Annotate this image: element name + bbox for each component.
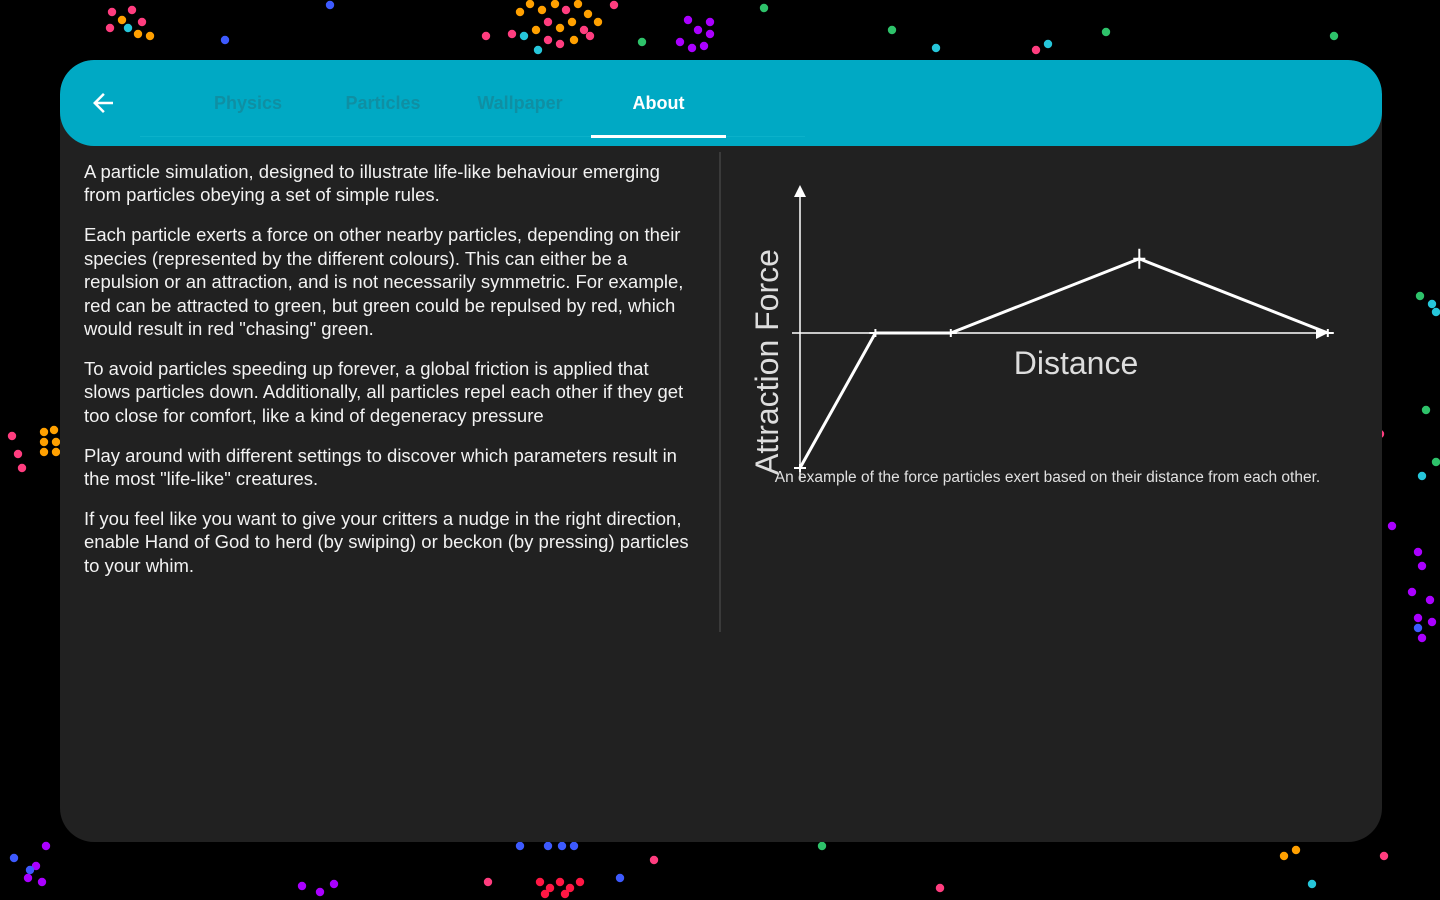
about-paragraph: A particle simulation, designed to illustrate life-like behaviour emerging from particles obeying a set of simple rules. (84, 161, 660, 206)
particle-dot (694, 26, 702, 34)
particle-dot (638, 38, 646, 46)
particle-dot (134, 30, 142, 38)
particle-dot (584, 10, 592, 18)
particle-dot (124, 24, 132, 32)
particle-dot (146, 32, 154, 40)
particle-dot (1292, 846, 1300, 854)
about-paragraph: If you feel like you want to give your critters a nudge in the right direction, enable Hand of God to herd (by swiping) or beckon (by pressing) particles to your whim. (84, 507, 689, 576)
particle-dot (576, 878, 584, 886)
particle-dot (650, 856, 658, 864)
particle-dot (38, 878, 46, 886)
particle-dot (1422, 406, 1430, 414)
particle-dot (221, 36, 229, 44)
particle-dot (14, 450, 22, 458)
particle-dot (128, 6, 136, 14)
particle-dot (482, 32, 490, 40)
diagram-caption: An example of the force particles exert based on their distance from each other. (774, 469, 1321, 486)
particle-dot (1432, 458, 1440, 466)
tab-physics[interactable]: Physics (213, 92, 283, 113)
particle-dot (936, 884, 944, 892)
about-paragraph: Play around with different settings to discover which parameters result in the most "life-like" creatures. (84, 444, 677, 489)
particle-dot (556, 878, 564, 886)
particle-dot (688, 44, 696, 52)
settings-panel (60, 60, 1382, 842)
particle-dot (508, 30, 516, 38)
tab-wallpaper[interactable]: Wallpaper (477, 92, 563, 113)
particle-dot (568, 18, 576, 26)
particle-dot (1416, 292, 1424, 300)
particle-dot (888, 26, 896, 34)
particle-dot (684, 16, 692, 24)
particle-dot (544, 36, 552, 44)
force-curve-point (869, 329, 881, 337)
particle-dot (551, 0, 559, 8)
particle-dot (526, 0, 534, 8)
particle-dot (561, 890, 569, 898)
particle-dot (1102, 28, 1110, 36)
particle-dot (570, 842, 578, 850)
particle-dot (1032, 46, 1040, 54)
back-button[interactable] (82, 82, 124, 124)
particle-dot (580, 26, 588, 34)
tab-particles[interactable]: Particles (345, 92, 421, 113)
particle-dot (106, 24, 114, 32)
particle-dot (52, 438, 60, 446)
particle-dot (1330, 32, 1338, 40)
top-app-bar (60, 60, 1382, 146)
particle-dot (52, 448, 60, 456)
particle-dot (544, 18, 552, 26)
particle-dot (574, 0, 582, 8)
x-axis-label: Distance (1013, 345, 1139, 381)
particle-dot (484, 878, 492, 886)
particle-dot (1380, 852, 1388, 860)
particle-dot (1280, 852, 1288, 860)
particle-dot (556, 40, 564, 48)
particle-dot (516, 842, 524, 850)
particle-dot (108, 8, 116, 16)
particle-dot (610, 1, 618, 9)
particle-dot (1428, 300, 1436, 308)
particle-dot (558, 842, 566, 850)
particle-dot (536, 878, 544, 886)
particle-dot (40, 448, 48, 456)
particle-dot (1408, 588, 1416, 596)
particle-dot (40, 428, 48, 436)
about-description (84, 160, 692, 594)
about-paragraph: Each particle exerts a force on other nearby particles, depending on their species (represented by the different colours). This can either be a repulsion or an attraction, and is not necessarily symmetric. For example, red can be attracted to green, but green could be repulsed by red, which would result in red "chasing" green. (84, 224, 684, 339)
particle-dot (10, 854, 18, 862)
particle-dot (1426, 596, 1434, 604)
particle-dot (138, 18, 146, 26)
particle-dot (1308, 880, 1316, 888)
about-paragraph: To avoid particles speeding up forever, a global friction is applied that slows particles down. Additionally, all particles repel each other if they get too close for comfort, like a kind of degeneracy pressure (84, 357, 684, 426)
particle-dot (1414, 624, 1422, 632)
particle-dot (932, 44, 940, 52)
particle-dot (706, 30, 714, 38)
particle-dot (326, 1, 334, 9)
particle-dot (118, 16, 126, 24)
particle-dot (520, 32, 528, 40)
particle-dot (1044, 40, 1052, 48)
particle-dot (1432, 308, 1440, 316)
y-axis-label: Attraction Force (749, 249, 785, 475)
particle-dot (24, 874, 32, 882)
particle-dot (570, 36, 578, 44)
particle-dot (330, 880, 338, 888)
force-curve-point (1133, 249, 1145, 269)
arrow-left-icon (88, 88, 118, 118)
particle-dot (594, 18, 602, 26)
particle-dot (1428, 618, 1436, 626)
particle-dot (42, 842, 50, 850)
particle-dot (316, 888, 324, 896)
particle-dot (676, 38, 684, 46)
particle-dot (556, 24, 564, 32)
particle-dot (562, 6, 570, 14)
active-tab-indicator (591, 135, 726, 138)
particle-dot (534, 46, 542, 54)
particle-dot (40, 438, 48, 446)
particle-dot (1414, 548, 1422, 556)
force-distance-diagram (740, 170, 1340, 490)
particle-dot (516, 8, 524, 16)
particle-dot (298, 882, 306, 890)
particle-dot (544, 842, 552, 850)
column-divider (719, 152, 721, 632)
tab-about[interactable]: About (632, 92, 685, 113)
particle-dot (1388, 522, 1396, 530)
particle-dot (1418, 634, 1426, 642)
particle-dot (538, 6, 546, 14)
particle-dot (1418, 472, 1426, 480)
particle-dot (706, 18, 714, 26)
particle-dot (26, 866, 34, 874)
particle-dot (50, 426, 58, 434)
particle-dot (818, 842, 826, 850)
particle-dot (541, 890, 549, 898)
particle-dot (18, 464, 26, 472)
particle-dot (586, 32, 594, 40)
particle-dot (1414, 614, 1422, 622)
particle-dot (700, 42, 708, 50)
particle-dot (616, 874, 624, 882)
particle-dot (532, 26, 540, 34)
particle-dot (8, 432, 16, 440)
particle-dot (1418, 562, 1426, 570)
particle-dot (760, 4, 768, 12)
